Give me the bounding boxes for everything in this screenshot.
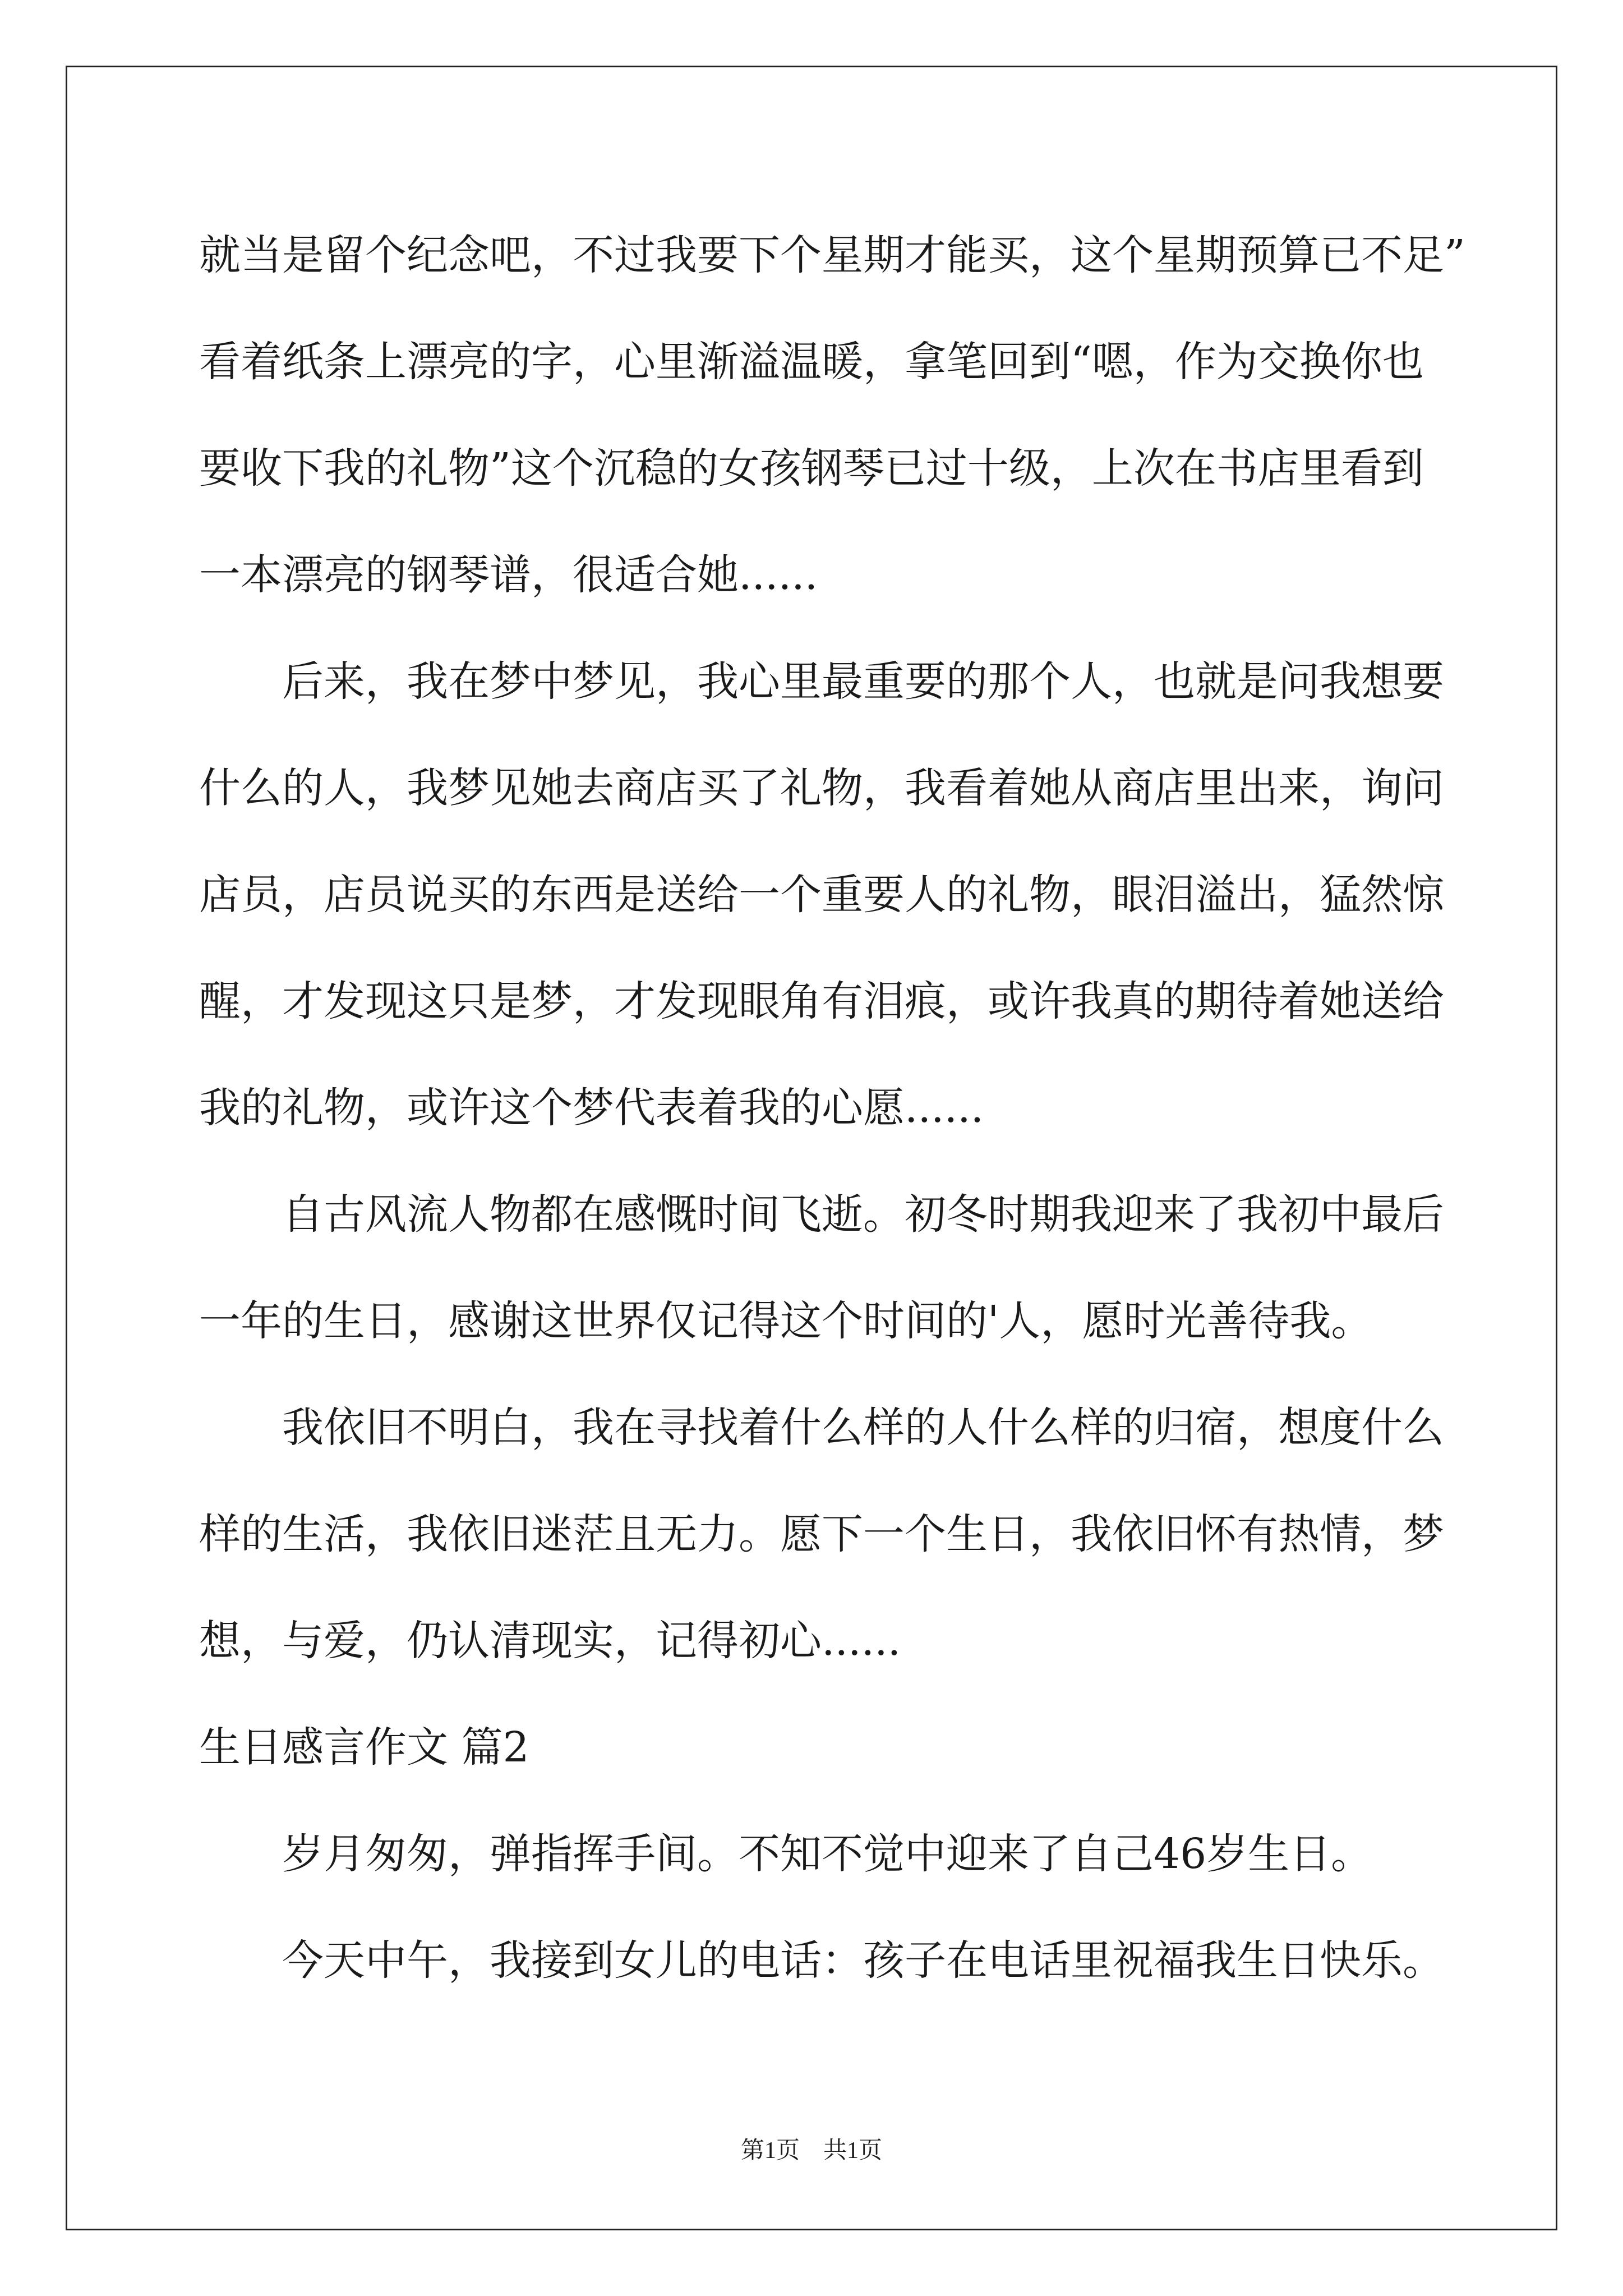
text-line: 想，与爱，仍认清现实，记得初心...... <box>199 1617 901 1665</box>
text-line: 看着纸条上漂亮的字，心里渐溢温暖，拿笔回到“嗯，作为交换你也 <box>199 338 1424 386</box>
document-body <box>199 202 1465 2014</box>
text-line: 什么的人，我梦见她去商店买了礼物，我看着她从商店里出来，询问 <box>199 764 1444 812</box>
page-footer: 第1页 共1页 <box>740 2138 882 2164</box>
text-line: 就当是留个纪念吧，不过我要下个星期才能买，这个星期预算已不足” <box>199 231 1465 279</box>
text-line: 一本漂亮的钢琴谱，很适合她...... <box>199 551 818 599</box>
paragraph-first-line: 我依旧不明白，我在寻找着什么样的人什么样的归宿，想度什么 <box>282 1404 1444 1452</box>
section-heading: 生日感言作文 篇2 <box>199 1723 529 1772</box>
paragraph-first-line: 后来，我在梦中梦见，我心里最重要的那个人，也就是问我想要 <box>282 657 1444 706</box>
text-line: 一年的生日，感谢这世界仅记得这个时间的'人，愿时光善待我。 <box>199 1297 1373 1345</box>
paragraph-first-line: 今天中午，我接到女儿的电话：孩子在电话里祝福我生日快乐。 <box>282 1936 1444 1985</box>
paragraph-first-line: 自古风流人物都在感慨时间飞逝。初冬时期我迎来了我初中最后 <box>282 1190 1444 1239</box>
paragraph-first-line: 岁月匆匆，弹指挥手间。不知不觉中迎来了自己46岁生日。 <box>282 1830 1373 1878</box>
text-line: 我的礼物，或许这个梦代表着我的心愿...... <box>199 1084 984 1132</box>
text-line: 店员，店员说买的东西是送给一个重要人的礼物，眼泪溢出，猛然惊 <box>199 871 1444 919</box>
text-line: 醒，才发现这只是梦，才发现眼角有泪痕，或许我真的期待着她送给 <box>199 977 1444 1025</box>
text-line: 要收下我的礼物”这个沉稳的女孩钢琴已过十级，上次在书店里看到 <box>199 444 1424 493</box>
text-line: 样的生活，我依旧迷茫且无力。愿下一个生日，我依旧怀有热情，梦 <box>199 1510 1444 1558</box>
